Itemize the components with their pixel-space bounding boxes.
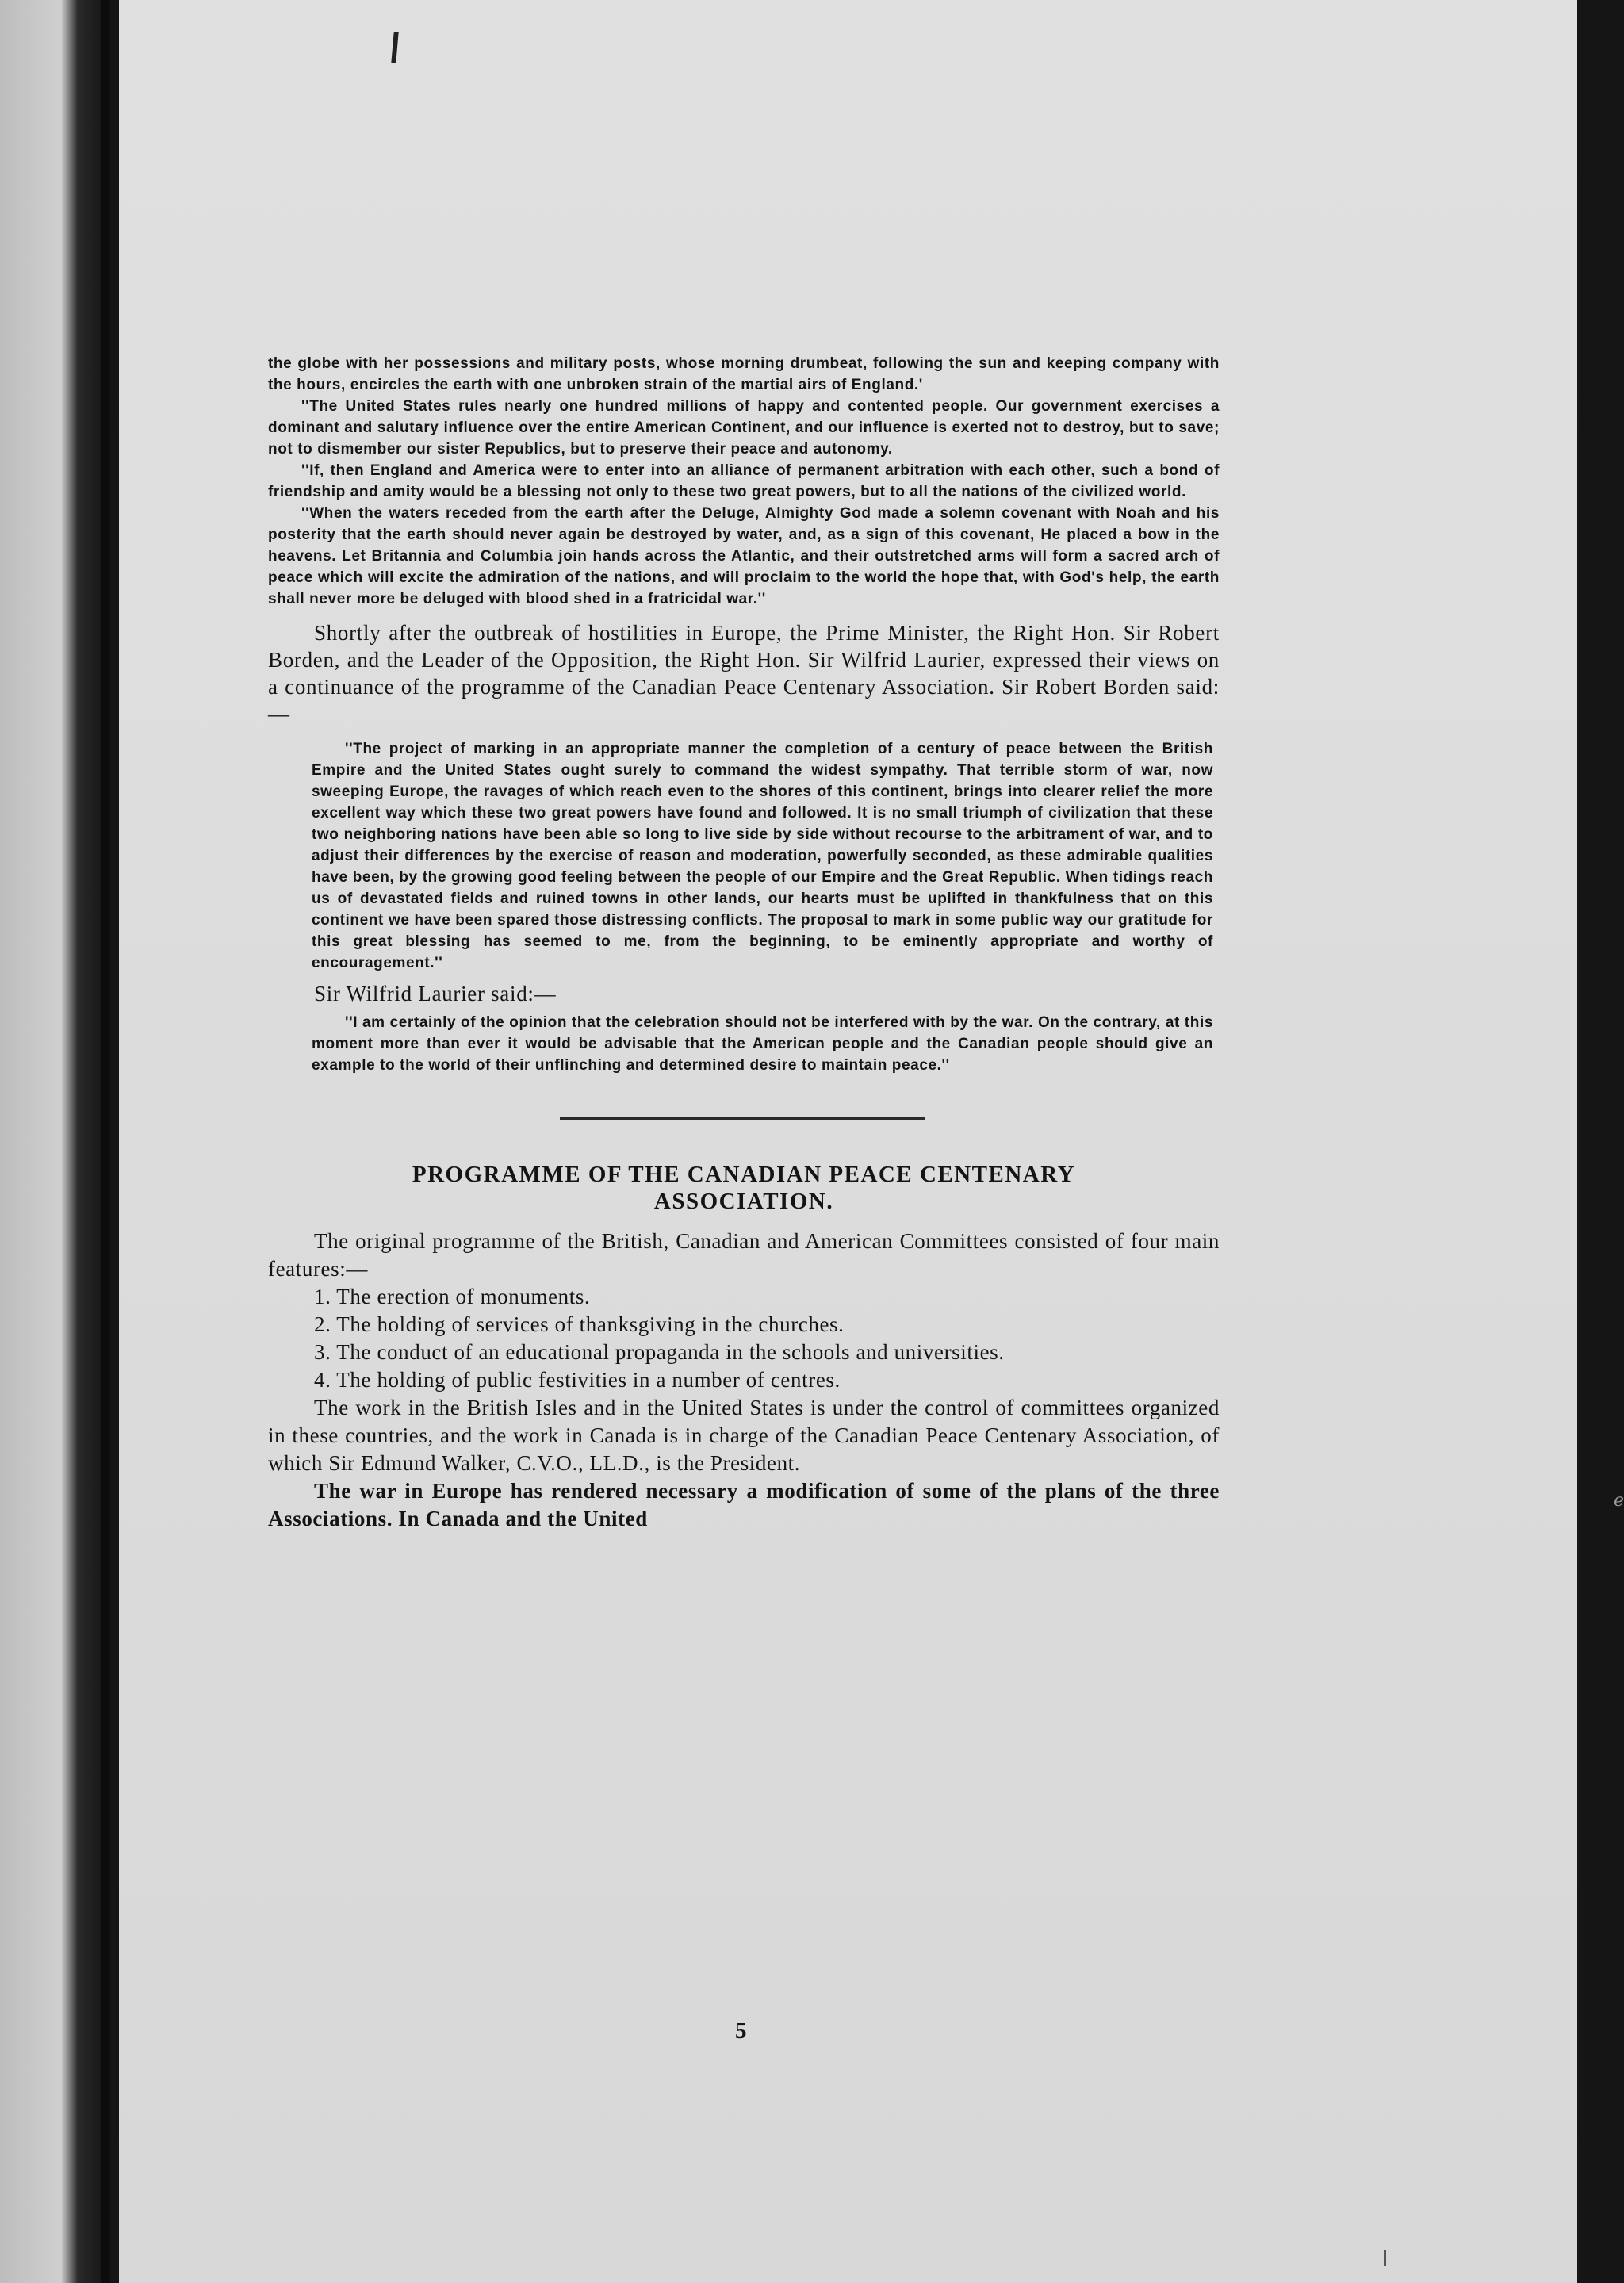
programme-intro: The original programme of the British, Canadian and American Committees consisted of four main features:—: [268, 1229, 1220, 1281]
scan-artifact: ℯ: [1614, 1491, 1624, 1511]
scan-mark-bottom: [1384, 2250, 1386, 2266]
section-heading: [268, 1161, 1220, 1215]
quote-paragraph: the globe with her possessions and military posts, whose morning drumbeat, following the sun and keeping company with the hours, encircles the earth with one unbroken strain of the martial airs of England.': [268, 355, 1220, 393]
laurier-quote: [312, 1012, 1213, 1076]
quote-paragraph: ''If, then England and America were to enter into an alliance of permanent arbitration with each other, such a bond of friendship and amity would be a blessing not only to these two great powers, but to all the nations of the civilized world.: [268, 462, 1220, 500]
page-number: 5: [735, 2018, 747, 2044]
programme-section: [268, 1228, 1220, 1533]
programme-paragraph: The work in the British Isles and in the United States is under the control of committees organized in these countries, and the work in Canada is in charge of the Canadian Peace Centenary Association, of which Sir Edmund Walker, C.V.O., LL.D., is the President.: [268, 1396, 1220, 1475]
quote-paragraph: ''When the waters receded from the earth after the Deluge, Almighty God made a solemn covenant with Noah and his posterity that the earth should never again be destroyed by water, and, as a sign of this covenant, He placed a bow in the heavens. Let Britannia and Columbia join hands across the Atlantic, and their outstretched arms will form a sacred arch of peace which will excite the admiration of the nations, and will proclaim to the world the hope that, with God's help, the earth shall never more be deluged with blood shed in a fratricidal war.'': [268, 505, 1220, 607]
laurier-intro: Sir Wilfrid Laurier said:—: [314, 982, 557, 1006]
section-heading-line: ASSOCIATION.: [653, 1189, 834, 1214]
binding-edge: [102, 0, 109, 2283]
quote-paragraph: ''The United States rules nearly one hundred millions of happy and contented people. Our government exercises a dominant and salutary influence over the entire American Continent, and our influence is exerted not to destroy, but to save; not to dismember our sister Republics, but to preserve their peace and autonomy.: [268, 398, 1220, 458]
body-paragraph: Shortly after the outbreak of hostilities in Europe, the Prime Minister, the Right Hon. Sir Robert Borden, and the Leader of the Opposition, the Right Hon. Sir Wilfrid Laurier, expressed their views on a continuance of the programme of the Canadian Peace Centenary Association. Sir Robert Borden said:—: [268, 621, 1220, 726]
scan-mark: [391, 32, 398, 63]
section-divider: [560, 1117, 925, 1120]
section-heading-line: PROGRAMME OF THE CANADIAN PEACE CENTENARY: [412, 1162, 1076, 1187]
scan-left-margin: [0, 0, 111, 2283]
programme-item: 4. The holding of public festivities in a number of centres.: [314, 1368, 841, 1392]
borden-quote-text: ''The project of marking in an appropriate manner the completion of a century of peace between the British Empire and the United States ought surely to command the widest sympathy. That terrible storm of war, now sweeping Europe, the ravages of which reach even to the shores of this continent, brings into clearer relief the more excellent way which these two great powers have found and followed. It is no small triumph of civilization that these two neighboring nations have been able so long to live side by side without recourse to the arbitrament of war, and to adjust their differences by the exercise of reason and moderation, powerfully seconded, as these admirable qualities have been, by the growing good feeling between the people of our Empire and the Great Republic. When tidings reach us of devastated fields and ruined towns in other lands, our hearts must be uplifted in thankfulness that on this continent we have been spared those distressing conflicts. The proposal to mark in some public way our gratitude for this great blessing has seemed to me, from the beginning, to be eminently appropriate and worthy of encouragement.'': [312, 741, 1213, 971]
programme-item: 1. The erection of monuments.: [314, 1285, 591, 1308]
laurier-quote-text: ''I am certainly of the opinion that the celebration should not be interfered with by the war. On the contrary, at this moment more than ever it would be advisable that the American people and the Canadian people should give an example to the world of their unflinching and determined desire to maintain peace.'': [312, 1014, 1213, 1074]
page-content: [268, 353, 1220, 1533]
borden-quote: [312, 738, 1213, 974]
programme-item: 2. The holding of services of thanksgiving in the churches.: [314, 1312, 845, 1336]
quoted-speech-continuation: [268, 353, 1220, 610]
programme-paragraph: The war in Europe has rendered necessary a modification of some of the plans of the three Associations. In Canada and the United: [268, 1479, 1220, 1530]
programme-item: 3. The conduct of an educational propaganda in the schools and universities.: [314, 1340, 1005, 1364]
